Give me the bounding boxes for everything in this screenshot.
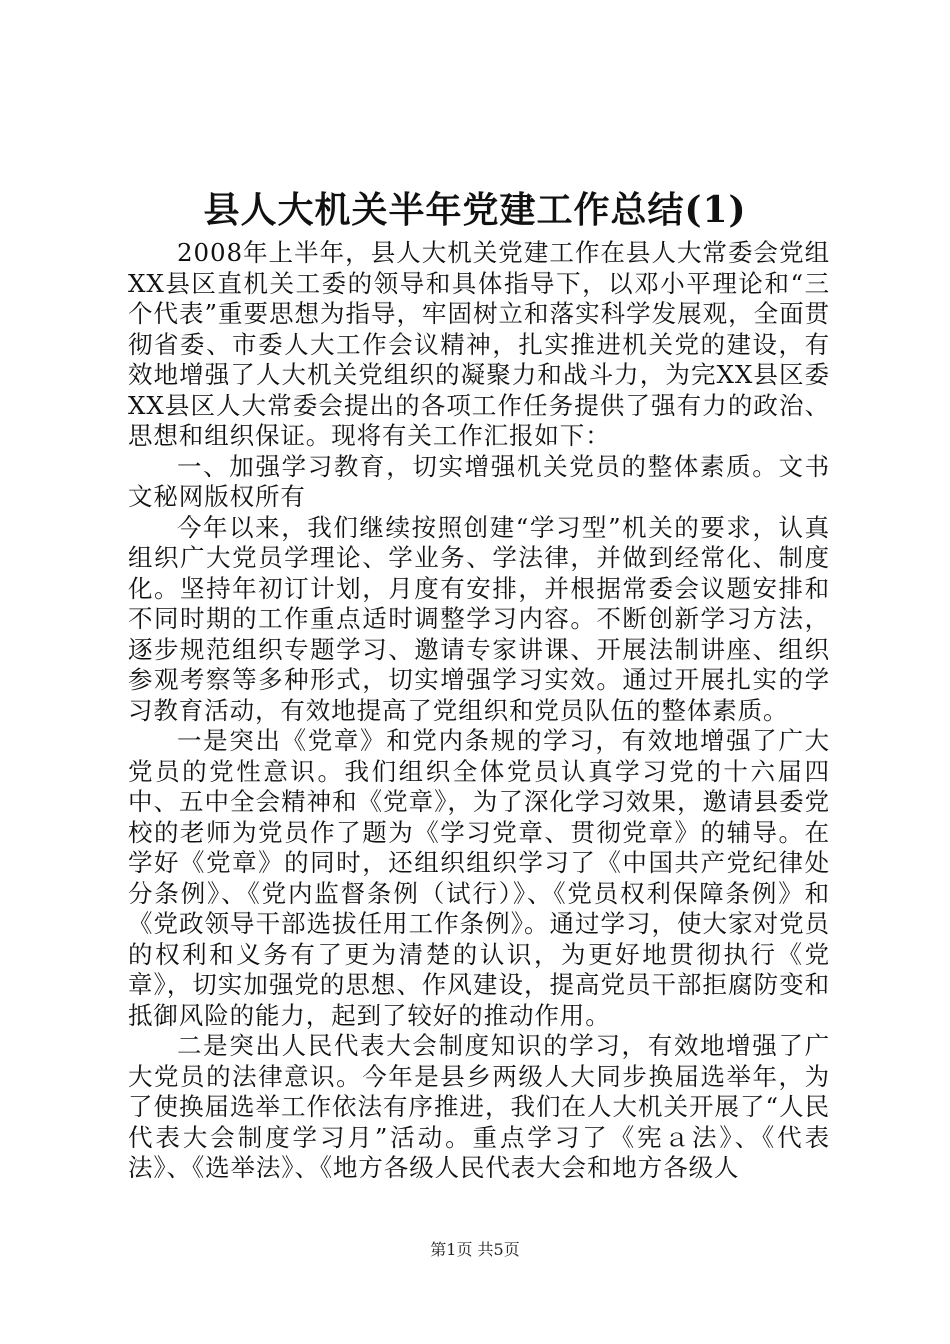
document-body <box>128 238 830 1184</box>
paragraph-point-one: 一是突出《党章》和党内条规的学习，有效地增强了广大党员的党性意识。我们组织全体党员认真学习党的十六届四中、五中全会精神和《党章》，为了深化学习效果，邀请县委党校的老师为党员作了题为《学习党章、贯彻党章》的辅导。在学好《党章》的同时，还组织组织学习了《中国共产党纪律处分条例》、《党内监督条例（试行）》、《党员权利保障条例》和《党政领导干部选拔任用工作条例》。通过学习，使大家对党员的权利和义务有了更为清楚的认识，为更好地贯彻执行《党章》，切实加强党的思想、作风建设，提高党员干部拒腐防变和抵御风险的能力，起到了较好的推动作用。 <box>128 726 830 1030</box>
document-title: 县人大机关半年党建工作总结(1) <box>203 189 747 231</box>
paragraph-intro: 2008年上半年，县人大机关党建工作在县人大常委会党组XX县区直机关工委的领导和具体指导下，以邓小平理论和“三个代表”重要思想为指导，牢固树立和落实科学发展观，全面贯彻省委、市委人大工作会议精神，扎实推进机关党的建设，有效地增强了人大机关党组织的凝聚力和战斗力，为完XX县区委XX县区人大常委会提出的各项工作任务提供了强有力的政治、思想和组织保证。现将有关工作汇报如下： <box>128 238 830 450</box>
paragraph-section-heading: 一、加强学习教育，切实增强机关党员的整体素质。文书文秘网版权所有 <box>128 451 830 511</box>
paragraph-point-two: 二是突出人民代表大会制度知识的学习，有效地增强了广大党员的法律意识。今年是县乡两级人大同步换届选举年，为了使换届选举工作依法有序推进，我们在人大机关开展了“人民代表大会制度学习月”活动。重点学习了《宪ａ法》、《代表法》、《选举法》、《地方各级人民代表大会和地方各级人 <box>128 1031 830 1182</box>
paragraph-study-overview: 今年以来，我们继续按照创建“学习型”机关的要求，认真组织广大党员学理论、学业务、学法律，并做到经常化、制度化。坚持年初订计划，月度有安排，并根据常委会议题安排和不同时期的工作重点适时调整学习内容。不断创新学习方法，逐步规范组织专题学习、邀请专家讲课、开展法制讲座、组织参观考察等多种形式，切实增强学习实效。通过开展扎实的学习教育活动，有效地提高了党组织和党员队伍的整体素质。 <box>128 512 830 725</box>
page-footer: 第1页 共5页 <box>430 1240 520 1259</box>
